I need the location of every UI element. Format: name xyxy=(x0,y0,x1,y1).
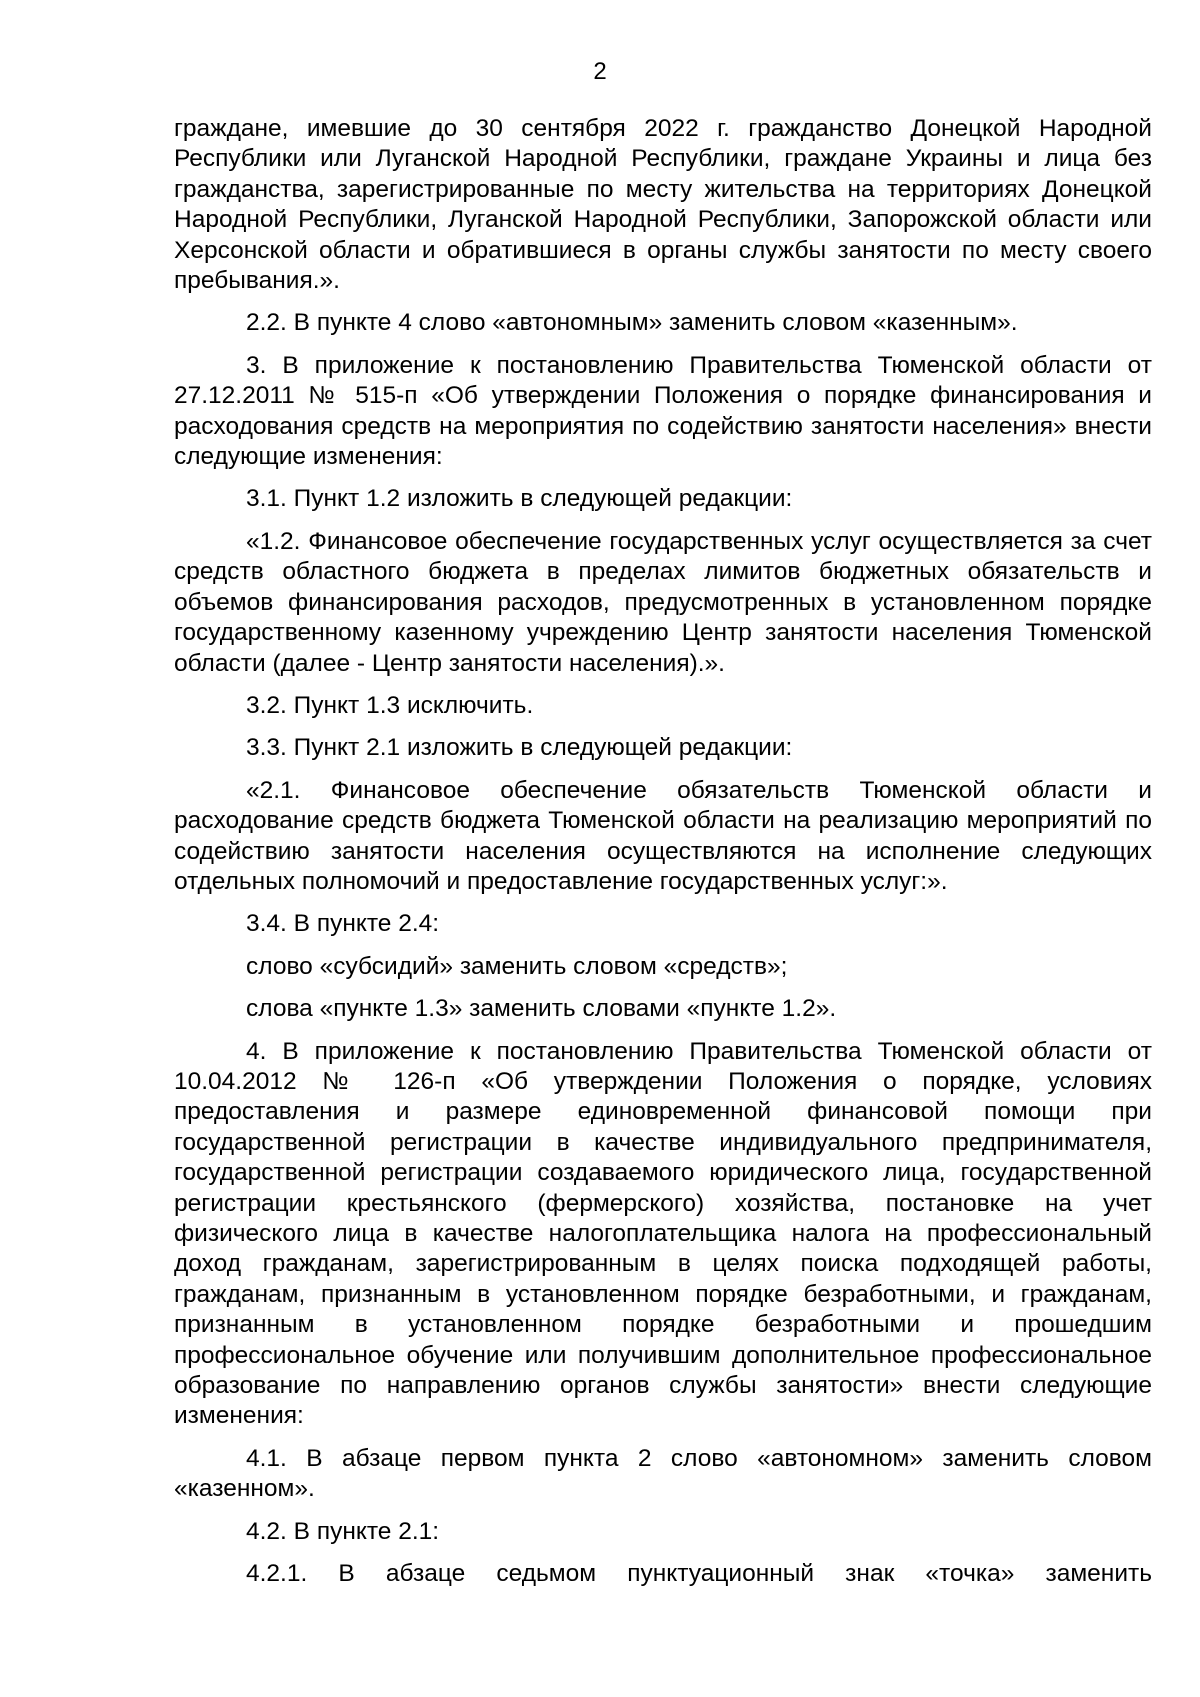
paragraph-3: 3. В приложение к постановлению Правительства Тюменской области от 27.12.2011 № 515-п «Об утверждении Положения о порядке финансирования и расходования средств на мероприятия по содействию занятости населения» внести следующие изменения: xyxy=(174,351,1152,471)
paragraph-continuation: граждане, имевшие до 30 сентября 2022 г. гражданство Донецкой Народной Республики или Луганской Народной Республики, граждане Украины и лица без гражданства, зарегистрированные по месту жительства на территориях Донецкой Народной Республики, Луганской Народной Республики, Запорожской области или Херсонской области и обратившиеся в органы службы занятости по месту своего пребывания.». xyxy=(174,115,1152,295)
paragraph-2-2: 2.2. В пункте 4 слово «автономным» заменить словом «казенным». xyxy=(246,309,1018,337)
paragraph-4: 4. В приложение к постановлению Правительства Тюменской области от 10.04.2012 № 126-п «Об утверждении Положения о порядке, условиях предоставления и размере единовременной финансовой помощи при государственной регистрации в качестве индивидуального предпринимателя, государственной регистрации создаваемого юридического лица, государственной регистрации крестьянского (фермерского) хозяйства, постановке на учет физического лица в качестве налогоплательщика налога на профессиональный доход гражданам, зарегистрированным в целях поиска подходящей работы, гражданам, признанным в установленном порядке безработными, и гражданам, признанным в установленном порядке безработными и прошедшим профессиональное обучение или получившим дополнительное профессиональное образование по направлению органов службы занятости» внести следующие изменения: xyxy=(174,1037,1152,1430)
paragraph-3-4-word: слово «субсидий» заменить словом «средств»; xyxy=(246,952,788,980)
paragraph-3-1: 3.1. Пункт 1.2 изложить в следующей редакции: xyxy=(246,485,793,513)
paragraph-4-1: 4.1. В абзаце первом пункта 2 слово «автономном» заменить словом «казенном». xyxy=(174,1444,1152,1503)
paragraph-4-2: 4.2. В пункте 2.1: xyxy=(246,1517,440,1545)
paragraph-quote-1-2: «1.2. Финансовое обеспечение государственных услуг осуществляется за счет средств областного бюджета в пределах лимитов бюджетных обязательств и объемов финансирования расходов, предусмотренных в установленном порядке государственному казенному учреждению Центр занятости населения Тюменской области (далее - Центр занятости населения).». xyxy=(174,527,1152,677)
paragraph-3-2: 3.2. Пункт 1.3 исключить. xyxy=(246,691,534,719)
paragraph-3-4-words: слова «пункте 1.3» заменить словами «пункте 1.2». xyxy=(246,995,837,1023)
page-number: 2 xyxy=(593,58,607,85)
paragraph-quote-2-1: «2.1. Финансовое обеспечение обязательств Тюменской области и расходование средств бюджета Тюменской области на реализацию мероприятий по содействию занятости населения осуществляются на исполнение следующих отдельных полномочий и предоставление государственных услуг:». xyxy=(174,776,1152,895)
paragraph-3-3: 3.3. Пункт 2.1 изложить в следующей редакции: xyxy=(246,734,793,762)
document-body xyxy=(174,114,1152,1589)
paragraph-4-2-1: 4.2.1. В абзаце седьмом пунктуационный знак «точка» заменить xyxy=(246,1560,1152,1588)
paragraph-3-4: 3.4. В пункте 2.4: xyxy=(246,910,440,938)
